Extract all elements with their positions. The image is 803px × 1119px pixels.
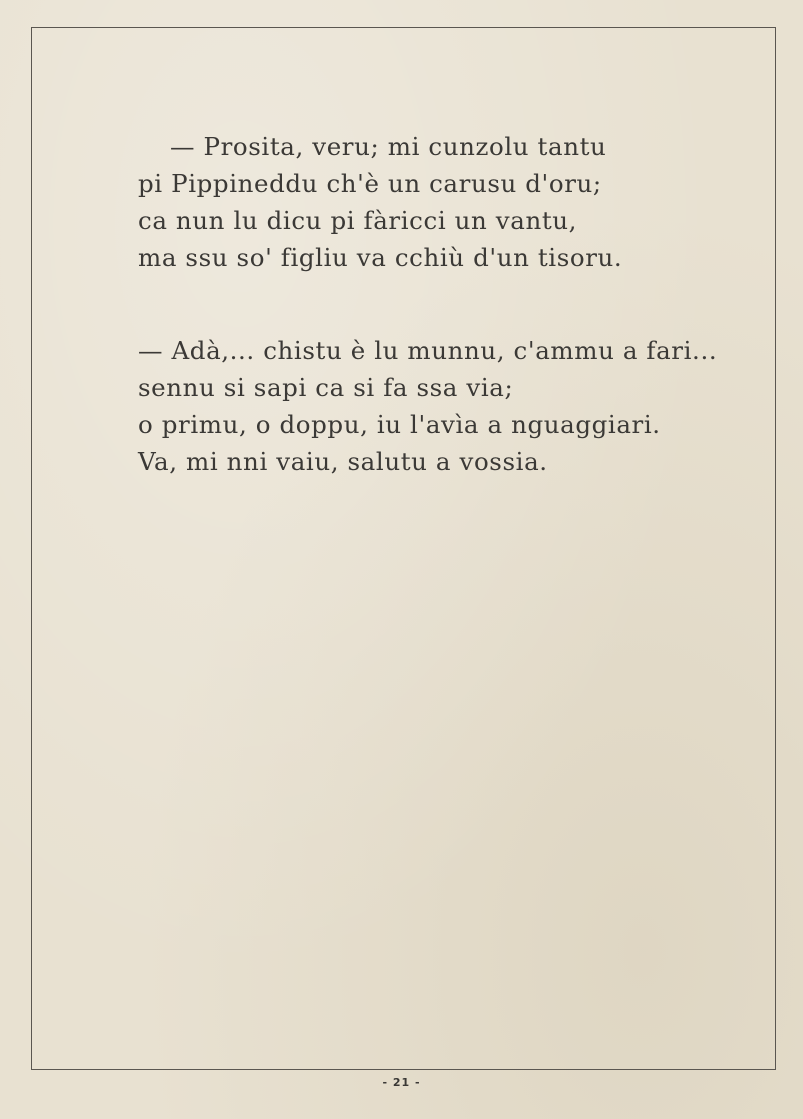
verse-line: pi Pippineddu ch'è un carusu d'oru; xyxy=(138,169,602,198)
verse-line: o primu, o doppu, iu l'avìa a nguaggiari. xyxy=(138,410,661,439)
verse-line: — Prosita, veru; mi cunzolu tantu xyxy=(170,132,607,161)
page-number: - 21 - xyxy=(382,1076,421,1089)
verse-line: ca nun lu dicu pi fàricci un vantu, xyxy=(138,206,578,235)
verse-line: — Adà,... chistu è lu munnu, c'ammu a fari... xyxy=(138,336,718,365)
verse-line: Va, mi nni vaiu, salutu a vossia. xyxy=(138,447,548,476)
stanza-2 xyxy=(138,332,738,480)
verse-line: ma ssu so' figliu va cchiù d'un tisoru. xyxy=(138,243,623,272)
verse-line: sennu si sapi ca si fa ssa via; xyxy=(138,373,514,402)
stanza-1 xyxy=(138,128,738,276)
